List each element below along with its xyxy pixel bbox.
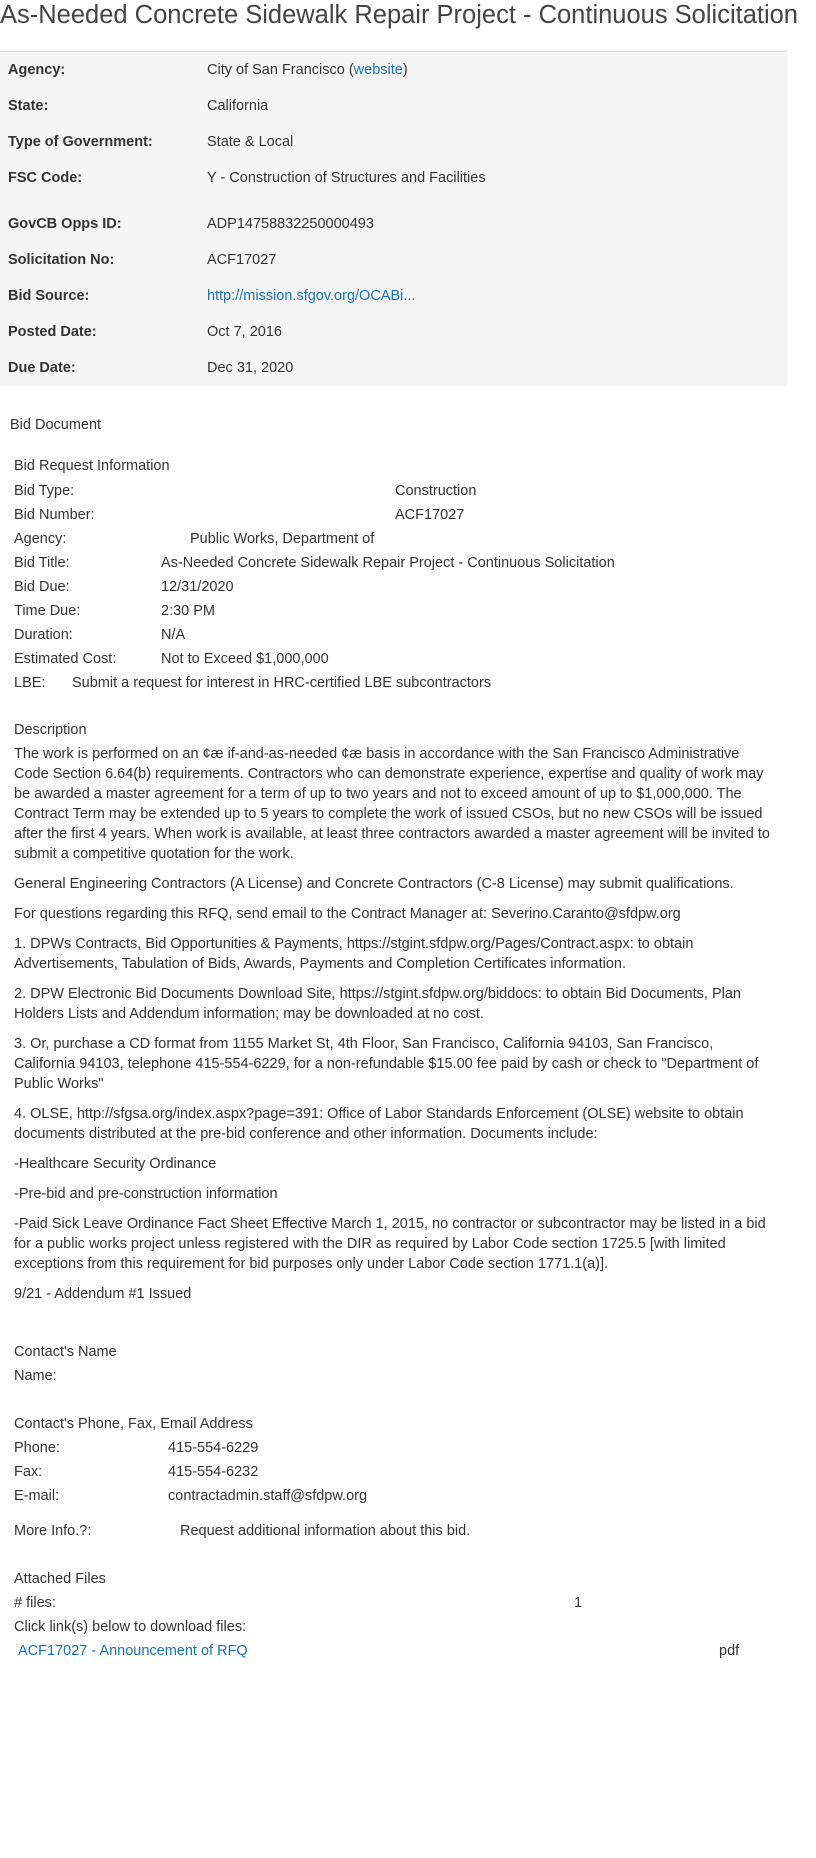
summary-value-agency (207, 52, 408, 88)
bid-request-value: Construction (395, 483, 477, 499)
contact-row-phone (0, 1436, 787, 1460)
summary-label-solicitation-no: Solicitation No: (8, 252, 115, 268)
summary-row-bid-source (0, 278, 787, 314)
bid-request-label: Agency: (14, 531, 67, 547)
contact-name-heading: Contact's Name (14, 1344, 117, 1360)
bid-request-row-due (0, 575, 787, 599)
contact-fax-label: Fax: (14, 1464, 43, 1480)
summary-row-state (0, 88, 787, 124)
description-paragraph: 1. DPWs Contracts, Bid Opportunities & Payments, https://stgint.sfdpw.org/Pages/Contract.aspx: to obtain Advertisements, Tabulation of Bids, Awards, Payments and Completion Certificates information. (14, 936, 694, 972)
description-paragraph: General Engineering Contractors (A License) and Concrete Contractors (C-8 License) may submit qualifications. (14, 876, 734, 892)
attached-files-count-row (0, 1591, 787, 1615)
bid-request-label: Bid Due: (14, 579, 70, 595)
bid-request-value: Not to Exceed $1,000,000 (161, 651, 329, 667)
bid-request-label: Bid Number: (14, 507, 95, 523)
bid-request-row-type (0, 479, 787, 503)
summary-value-govcb-id: ADP14758832250000493 (207, 216, 374, 232)
bid-document-section (0, 415, 787, 1663)
bid-document-heading: Bid Document (10, 417, 102, 433)
more-info-request-text: Request additional information about this bid. (180, 1523, 471, 1539)
bid-request-row-number (0, 503, 787, 527)
description-paragraph: -Pre-bid and pre-construction information (14, 1186, 278, 1202)
contact-phone-label: Phone: (14, 1440, 60, 1456)
attachment-file-type: pdf (719, 1643, 740, 1659)
description-paragraph: -Healthcare Security Ordinance (14, 1156, 217, 1172)
bid-request-value: 2:30 PM (161, 603, 215, 619)
bid-request-label: Duration: (14, 627, 73, 643)
summary-row-posted-date (0, 314, 787, 350)
attachment-file-row (0, 1639, 787, 1663)
bid-request-label: Bid Title: (14, 555, 70, 571)
summary-label-fsc-code: FSC Code: (8, 170, 83, 186)
summary-value-solicitation-no: ACF17027 (207, 252, 277, 268)
bid-request-value: Submit a request for interest in HRC-certified LBE subcontractors (72, 675, 492, 691)
contact-phone-value: 415-554-6229 (168, 1440, 259, 1456)
summary-row-agency (0, 52, 787, 88)
summary-label-bid-source: Bid Source: (8, 288, 90, 304)
bid-request-value: N/A (161, 627, 186, 643)
contact-row-more-info (0, 1519, 787, 1543)
agency-website-link[interactable]: website (353, 62, 403, 78)
description-paragraph: The work is performed on an ¢æ if-and-as-needed ¢æ basis in accordance with the San Francisco Administrative Code Section 6.64(b) requirements. Contractors who can demonstrate experience, expertise and quality of work may be awarded a master agreement for a term of up to two years and not to exceed amount of up to $1,000,000. The Contract Term may be extended up to 5 years to complete the work of issued CSOs, but no new CSOs will be issued after the first 4 years. When work is available, at least three contractors awarded a master agreement will be invited to submit a competitive quotation for the work. (14, 746, 770, 862)
summary-value-fsc-code: Y - Construction of Structures and Facilities (207, 170, 486, 186)
download-instruction: Click link(s) below to download files: (14, 1619, 247, 1635)
summary-value-posted-date: Oct 7, 2016 (207, 324, 282, 340)
summary-label-govcb-id: GovCB Opps ID: (8, 216, 122, 232)
contact-row-name (0, 1364, 787, 1388)
description-paragraph: 3. Or, purchase a CD format from 1155 Market St, 4th Floor, San Francisco, California 94103, San Francisco, California 94103, telephone 415-554-6229, for a non-refundable $15.00 fee paid by cash or check to "Department of Public Works" (14, 1036, 759, 1092)
contact-details-heading: Contact's Phone, Fax, Email Address (14, 1416, 253, 1432)
summary-label-agency: Agency: (8, 62, 66, 78)
summary-row-government-type (0, 124, 787, 160)
files-count-value: 1 (574, 1595, 583, 1611)
summary-label-state: State: (8, 98, 49, 114)
summary-row-solicitation-no (0, 242, 787, 278)
bid-request-row-duration (0, 623, 787, 647)
attached-files-heading: Attached Files (14, 1571, 106, 1587)
description-paragraph: -Paid Sick Leave Ordinance Fact Sheet Effective March 1, 2015, no contractor or subcontractor may be listed in a bid for a public works project unless registered with the DIR as required by Labor Code section 1725.5 [with limited exceptions from this requirement for bid purposes only under Labor Code section 1771.1(a)]. (14, 1216, 766, 1272)
description-paragraph: 4. OLSE, http://sfgsa.org/index.aspx?page=391: Office of Labor Standards Enforcement (OLSE) website to obtain documents distributed at the pre-bid conference and other information. Documents include: (14, 1106, 744, 1142)
bid-request-label: Estimated Cost: (14, 651, 117, 667)
bid-source-link[interactable]: http://mission.sfgov.org/OCABi... (207, 288, 416, 304)
bid-request-value: Public Works, Department of (190, 531, 375, 547)
bid-request-row-time-due (0, 599, 787, 623)
contact-name-label: Name: (14, 1368, 57, 1384)
description-paragraph: For questions regarding this RFQ, send email to the Contract Manager at: Severino.Caranto@sfdpw.org (14, 906, 681, 922)
summary-panel (0, 52, 787, 386)
summary-row-due-date (0, 350, 787, 386)
summary-value-state: California (207, 98, 269, 114)
bid-request-label: Time Due: (14, 603, 81, 619)
contact-email-value: contractadmin.staff@sfdpw.org (168, 1488, 368, 1504)
bid-request-row-estimated-cost (0, 647, 787, 671)
bid-request-value: ACF17027 (395, 507, 465, 523)
bid-request-table (0, 479, 787, 695)
bid-request-row-title (0, 551, 787, 575)
contact-row-fax (0, 1460, 787, 1484)
bid-request-value: As-Needed Concrete Sidewalk Repair Project - Continuous Solicitation (161, 555, 615, 571)
bid-request-label: Bid Type: (14, 483, 75, 499)
contact-email-label: E-mail: (14, 1488, 60, 1504)
download-instruction-row (0, 1615, 787, 1639)
agency-paren-close: ) (402, 62, 408, 78)
description-paragraph: 9/21 - Addendum #1 Issued (14, 1286, 192, 1302)
page-title: As-Needed Concrete Sidewalk Repair Project - Continuous Solicitation (0, 1, 798, 29)
summary-label-posted-date: Posted Date: (8, 324, 97, 340)
agency-name: City of San Francisco ( (207, 62, 354, 78)
summary-row-fsc-code (0, 160, 787, 196)
bid-request-label: LBE: (14, 675, 46, 691)
bid-request-row-lbe (0, 671, 787, 695)
summary-value-government-type: State & Local (207, 134, 294, 150)
summary-label-due-date: Due Date: (8, 360, 76, 376)
summary-value-due-date: Dec 31, 2020 (207, 360, 294, 376)
contact-row-email (0, 1484, 787, 1508)
bid-request-row-agency (0, 527, 787, 551)
bid-request-value: 12/31/2020 (161, 579, 234, 595)
contact-fax-value: 415-554-6232 (168, 1464, 259, 1480)
description-heading: Description (14, 722, 87, 738)
description-paragraph: 2. DPW Electronic Bid Documents Download Site, https://stgint.sfdpw.org/biddocs: to obtain Bid Documents, Plan Holders Lists and Addendum information; may be downloaded at no cost. (14, 986, 741, 1022)
bid-request-heading: Bid Request Information (14, 458, 170, 474)
more-info-label: More Info.?: (14, 1523, 92, 1539)
description-body (14, 744, 776, 1314)
attachment-file-link[interactable]: ACF17027 - Announcement of RFQ (18, 1643, 248, 1659)
summary-label-government-type: Type of Government: (8, 134, 153, 150)
summary-row-govcb-id (0, 206, 787, 242)
files-count-label: # files: (14, 1595, 56, 1611)
